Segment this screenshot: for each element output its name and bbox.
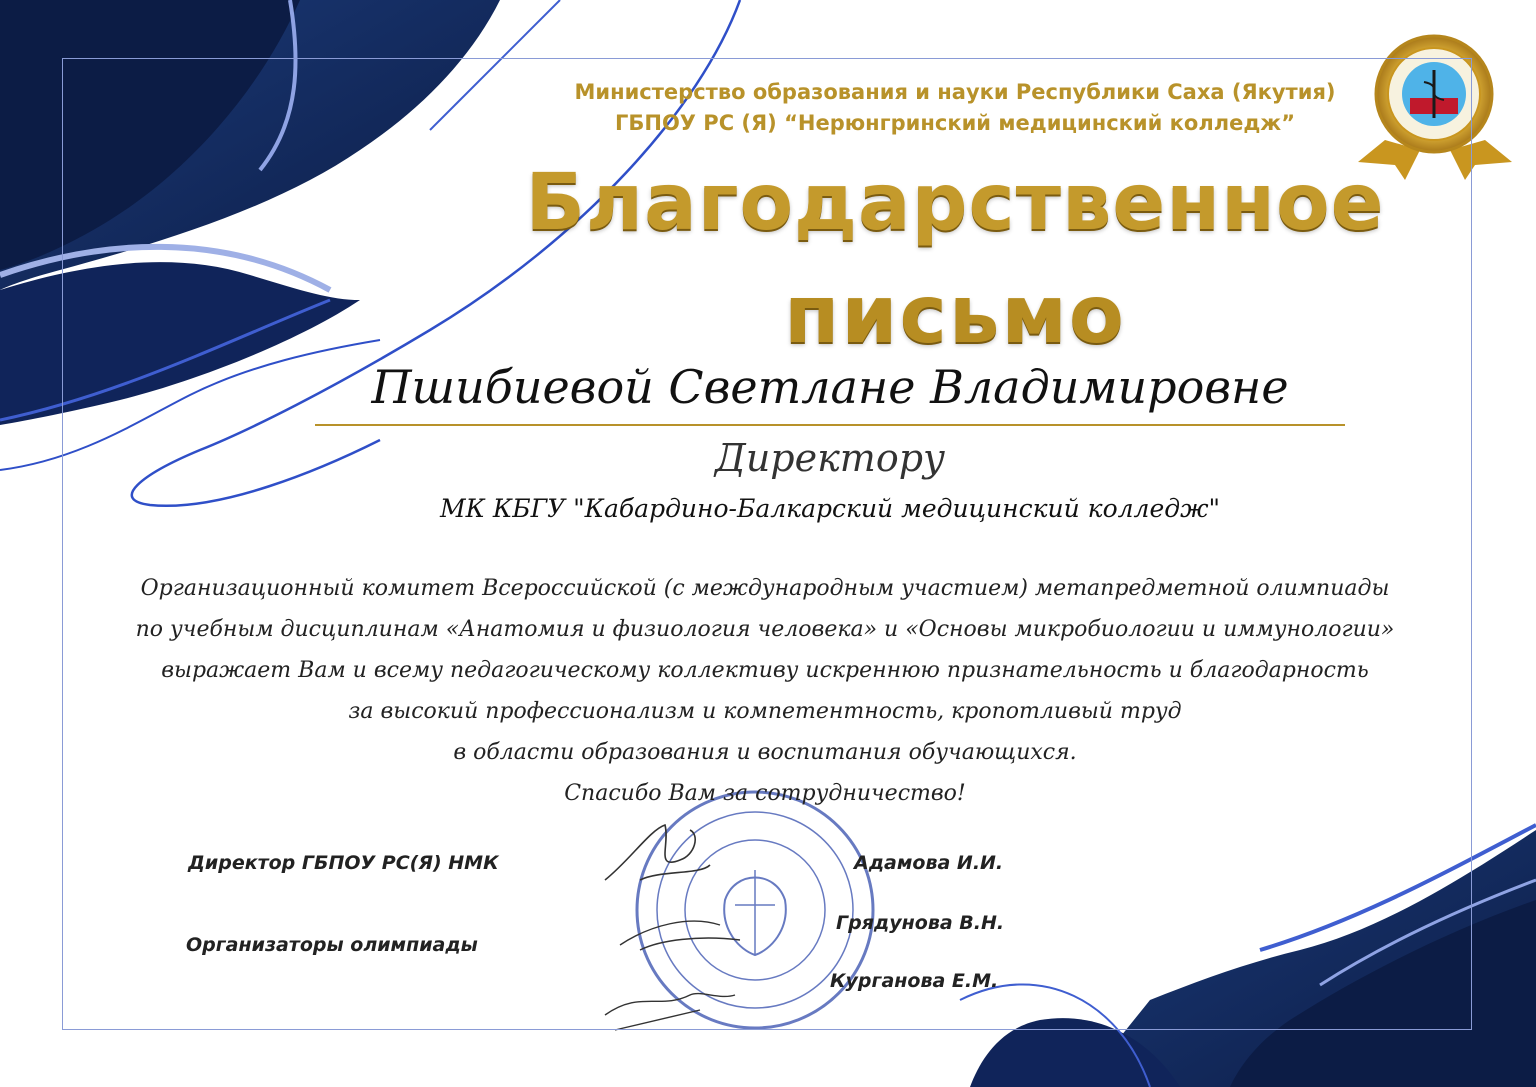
message-line: в области образования и воспитания обучающихся.: [453, 740, 1077, 765]
organizers-label: Организаторы олимпиады: [186, 934, 478, 956]
recipient-name: Пшибиевой Светлане Владимировне: [371, 360, 1289, 414]
recipient-underline: [315, 424, 1345, 426]
signer-name-1: Адамова И.И.: [854, 852, 1004, 874]
recipient-position: Директору: [714, 436, 946, 480]
title-line-2: письмо: [784, 268, 1126, 361]
signer-name-3: Курганова Е.М.: [830, 970, 999, 992]
message-line: выражает Вам и всему педагогическому коллективу искреннюю признательность и благодарность: [161, 658, 1369, 683]
message-line: Организационный комитет Всероссийской (с международным участием) метапредметной олимпиады: [140, 576, 1390, 601]
message-body: [80, 568, 1450, 814]
signer-name-2: Грядунова В.Н.: [836, 912, 1005, 934]
recipient-organization: МК КБГУ "Кабардино-Балкарский медицинский колледж": [439, 494, 1221, 523]
title-line-1: Благодарственное: [525, 158, 1385, 248]
college-heading: ГБПОУ РС (Я) “Нерюнгринский медицинский колледж”: [614, 111, 1295, 135]
ministry-heading: Министерство образования и науки Республики Саха (Якутия): [574, 80, 1336, 104]
message-line: Спасибо Вам за сотрудничество!: [564, 781, 966, 806]
message-line: по учебным дисциплинам «Анатомия и физиология человека» и «Основы микробиологии и иммунологии»: [135, 617, 1395, 642]
message-line: за высокий профессионализм и компетентность, кропотливый труд: [348, 699, 1182, 724]
director-label: Директор ГБПОУ РС(Я) НМК: [188, 852, 499, 874]
